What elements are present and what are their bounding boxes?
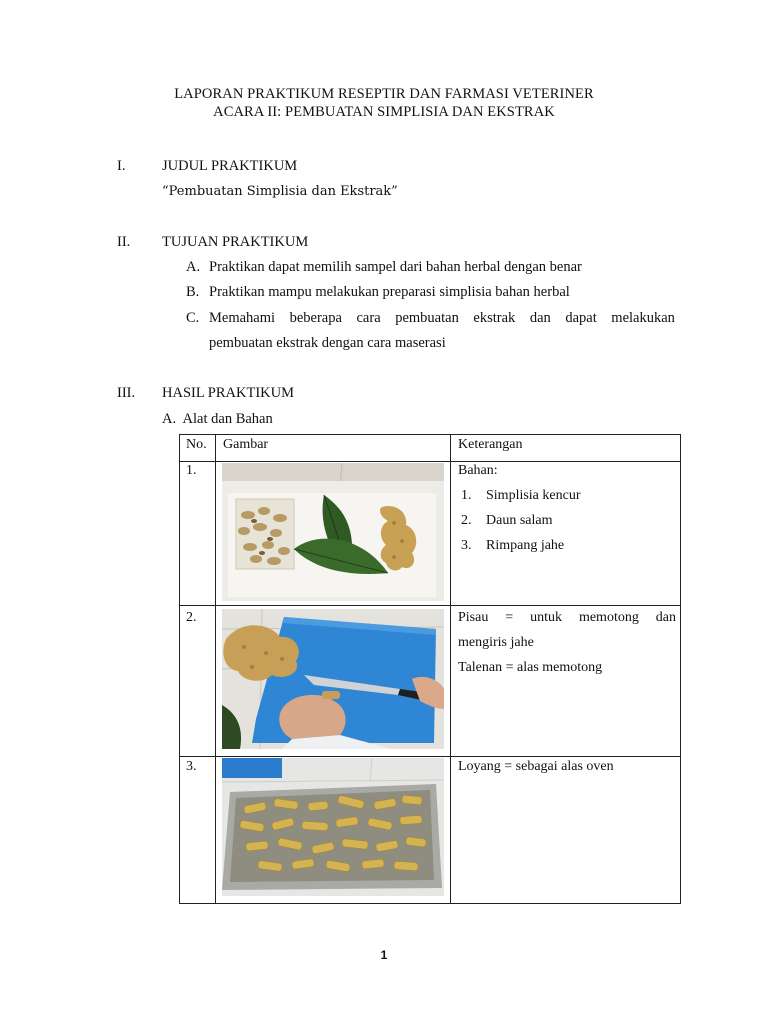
list-item: Simplisia kencur — [486, 488, 581, 503]
photo-knife-cutting-board — [222, 609, 444, 749]
report-title: LAPORAN PRAKTIKUM RESEPTIR DAN FARMASI VETERINER — [174, 86, 594, 102]
photo-herbal-samples — [222, 463, 444, 601]
section-1-number: I. — [117, 158, 126, 174]
row-number: 2. — [186, 610, 197, 625]
knife-cutting-board-illustration — [222, 609, 444, 749]
word: pembuatan — [395, 310, 459, 326]
column-divider — [215, 435, 216, 903]
header-divider — [180, 461, 680, 462]
row-number: 1. — [186, 463, 197, 478]
row-number: 3. — [186, 759, 197, 774]
row-divider — [180, 756, 680, 757]
row3-keterangan: Loyang = sebagai alas oven — [458, 759, 614, 774]
section-2-title: TUJUAN PRAKTIKUM — [162, 234, 309, 250]
list-item-marker: 3. — [461, 538, 472, 553]
column-divider — [450, 435, 451, 903]
section-2-number: II. — [117, 234, 131, 250]
objective-a-marker: A. — [186, 259, 201, 275]
section-1-body: “Pembuatan Simplisia dan Ekstrak” — [162, 184, 398, 199]
row2-keterangan-line3: Talenan = alas memotong — [458, 660, 603, 675]
section-3-number: III. — [117, 385, 136, 401]
word: dan — [529, 310, 551, 326]
section-3-title: HASIL PRAKTIKUM — [162, 385, 294, 401]
word: untuk — [530, 610, 563, 625]
objective-c-line2: pembuatan ekstrak dengan cara maserasi — [209, 335, 446, 351]
objective-b-text: Praktikan mampu melakukan preparasi simplisia bahan herbal — [209, 284, 570, 300]
tools-materials-table — [179, 434, 681, 904]
word: Memahami — [209, 310, 276, 326]
report-subtitle: ACARA II: PEMBUATAN SIMPLISIA DAN EKSTRAK — [213, 104, 555, 120]
objective-a-text: Praktikan dapat memilih sampel dari bahan herbal dengan benar — [209, 259, 582, 275]
objective-b-marker: B. — [186, 284, 200, 300]
list-item: Rimpang jahe — [486, 538, 565, 553]
photo-baking-tray — [222, 758, 444, 896]
word: melakukan — [611, 310, 675, 326]
row2-keterangan-line2: mengiris jahe — [458, 635, 534, 650]
word: memotong — [578, 610, 639, 625]
section-1-title: JUDUL PRAKTIKUM — [162, 158, 298, 174]
header-gambar: Gambar — [223, 437, 269, 452]
word: dapat — [565, 310, 597, 326]
word: dan — [655, 610, 676, 625]
page-number: 1 — [380, 948, 388, 962]
baking-tray-illustration — [222, 758, 444, 896]
header-keterangan: Keterangan — [458, 437, 523, 452]
word: Pisau — [458, 610, 489, 625]
word: ekstrak — [473, 310, 516, 326]
list-item-marker: 1. — [461, 488, 472, 503]
subsection-tools-materials: A. Alat dan Bahan — [162, 411, 273, 427]
word: = — [505, 610, 514, 625]
word: beberapa — [289, 310, 342, 326]
objective-c-line1 — [209, 310, 675, 327]
word: cara — [356, 310, 381, 326]
objective-c-marker: C. — [186, 310, 200, 326]
row1-keterangan-title: Bahan: — [458, 463, 498, 478]
row2-keterangan-line1 — [458, 610, 676, 626]
herbal-samples-illustration — [222, 463, 444, 601]
list-item-marker: 2. — [461, 513, 472, 528]
header-no: No. — [186, 437, 207, 452]
row-divider — [180, 605, 680, 606]
list-item: Daun salam — [486, 513, 553, 528]
